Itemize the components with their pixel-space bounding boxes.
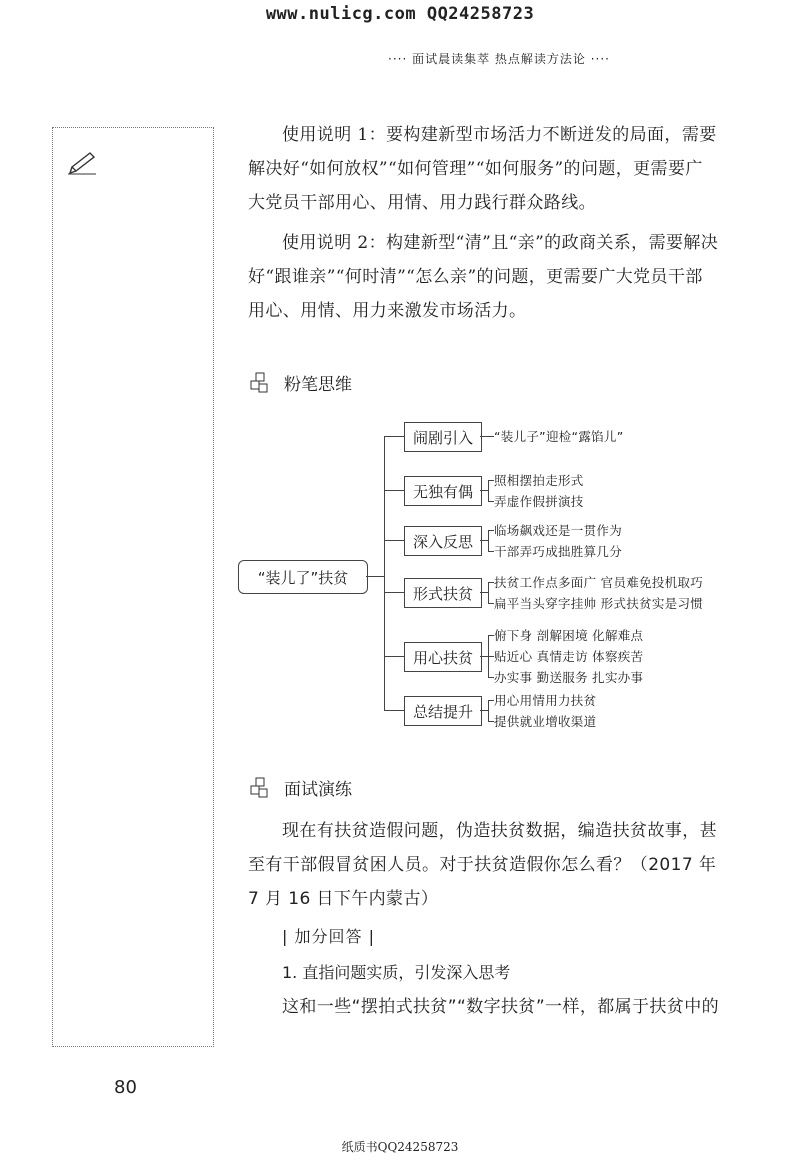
section-icon: [250, 372, 272, 394]
mind-map-leaf: 贴近心 真情走访 体察疾苦: [494, 649, 644, 664]
mind-map-branch: 用心扶贫: [404, 642, 482, 672]
mind-map-connector: [384, 436, 404, 437]
usage-note-1: 使用说明 1：要构建新型市场活力不断迸发的局面，需要解决好“如何放权”“如何管理”“如何服务”的问题，更需要广大党员干部用心、用情、用力践行群众路线。: [248, 125, 717, 213]
pencil-icon: [66, 145, 98, 175]
margin-note-box: [52, 127, 214, 1047]
mind-map-leaf: 提供就业增收渠道: [494, 713, 597, 729]
watermark-bottom: 纸质书QQ24258723: [341, 1140, 459, 1154]
mind-map-connector: [480, 490, 488, 491]
mind-map-leaf: 临场飙戏还是一贯作为: [494, 522, 623, 538]
bonus-answer-label: | 加分回答 |: [282, 927, 375, 946]
mind-map-branch: 形式扶贫: [404, 578, 482, 608]
mind-map-leaf: 用心用情用力扶贫: [494, 692, 597, 708]
mind-map-connector: [384, 656, 404, 657]
answer-start: 这和一些“摆拍式扶贫”“数字扶贫”一样，都属于扶贫中的: [282, 997, 720, 1017]
mind-map-connector: [480, 710, 488, 711]
mind-map-branch: 无独有偶: [404, 476, 482, 506]
mind-map-spine: [384, 436, 385, 710]
mind-map-leaf: 照相摆拍走形式: [494, 472, 584, 488]
mind-map-leaf: “装儿子”迎检“露馅儿”: [494, 429, 624, 444]
section-chalk-thinking: [250, 370, 352, 395]
mind-map-connector: [366, 576, 384, 577]
mind-map-leaf: 扁平当头穿字挂帅 形式扶贫实是习惯: [494, 595, 704, 611]
mind-map-connector: [384, 540, 404, 541]
mind-map-leaf: 办实事 勤送服务 扎实办事: [494, 670, 644, 685]
mind-map-leaf: 扶贫工作点多面广 官员难免投机取巧: [494, 574, 704, 590]
mind-map-connector: [384, 490, 404, 491]
running-header: ···· 面试晨读集萃 热点解读方法论 ····: [388, 52, 610, 66]
mind-map-connector: [384, 710, 404, 711]
watermark-top: www.nulicg.com QQ24258723: [265, 4, 535, 24]
section-interview-practice: [250, 775, 352, 800]
mind-map-connector: [480, 540, 488, 541]
mind-map-connector: [480, 592, 488, 593]
mind-map-connector: [480, 436, 488, 437]
mind-map-connector: [488, 480, 489, 501]
mind-map-leaf: 干部弄巧成拙胜算几分: [494, 543, 623, 559]
mind-map-root: “装儿了”扶贫: [238, 560, 368, 594]
mind-map-connector: [488, 582, 489, 603]
answer-point-1: 1. 直指问题实质，引发深入思考: [282, 963, 511, 982]
mind-map-branch: 深入反思: [404, 526, 482, 556]
mind-map-connector: [480, 656, 488, 657]
mind-map-leaf: 俯下身 剖解困境 化解难点: [494, 628, 644, 643]
section-title-chalk: 粉笔思维: [284, 375, 352, 395]
section-icon: [250, 777, 272, 799]
mind-map-connector: [488, 700, 489, 721]
page-number: 80: [114, 1077, 137, 1098]
mind-map-connector: [488, 530, 489, 551]
mind-map-branch: 总结提升: [404, 696, 482, 726]
mind-map-leaf: 弄虚作假拼演技: [494, 493, 584, 509]
usage-note-2: 使用说明 2：构建新型“清”且“亲”的政商关系，需要解决好“跟谁亲”“何时清”“怎么亲”的问题，更需要广大党员干部用心、用情、用力来激发市场活力。: [248, 233, 719, 321]
mind-map-connector: [384, 592, 404, 593]
mind-map-branch: 闹剧引入: [404, 422, 482, 452]
section-title-practice: 面试演练: [284, 780, 352, 800]
interview-question: 现在有扶贫造假问题，伪造扶贫数据，编造扶贫故事，甚至有干部假冒贫困人员。对于扶贫造假你怎么看？（2017 年 7 月 16 日下午内蒙古）: [248, 821, 717, 909]
